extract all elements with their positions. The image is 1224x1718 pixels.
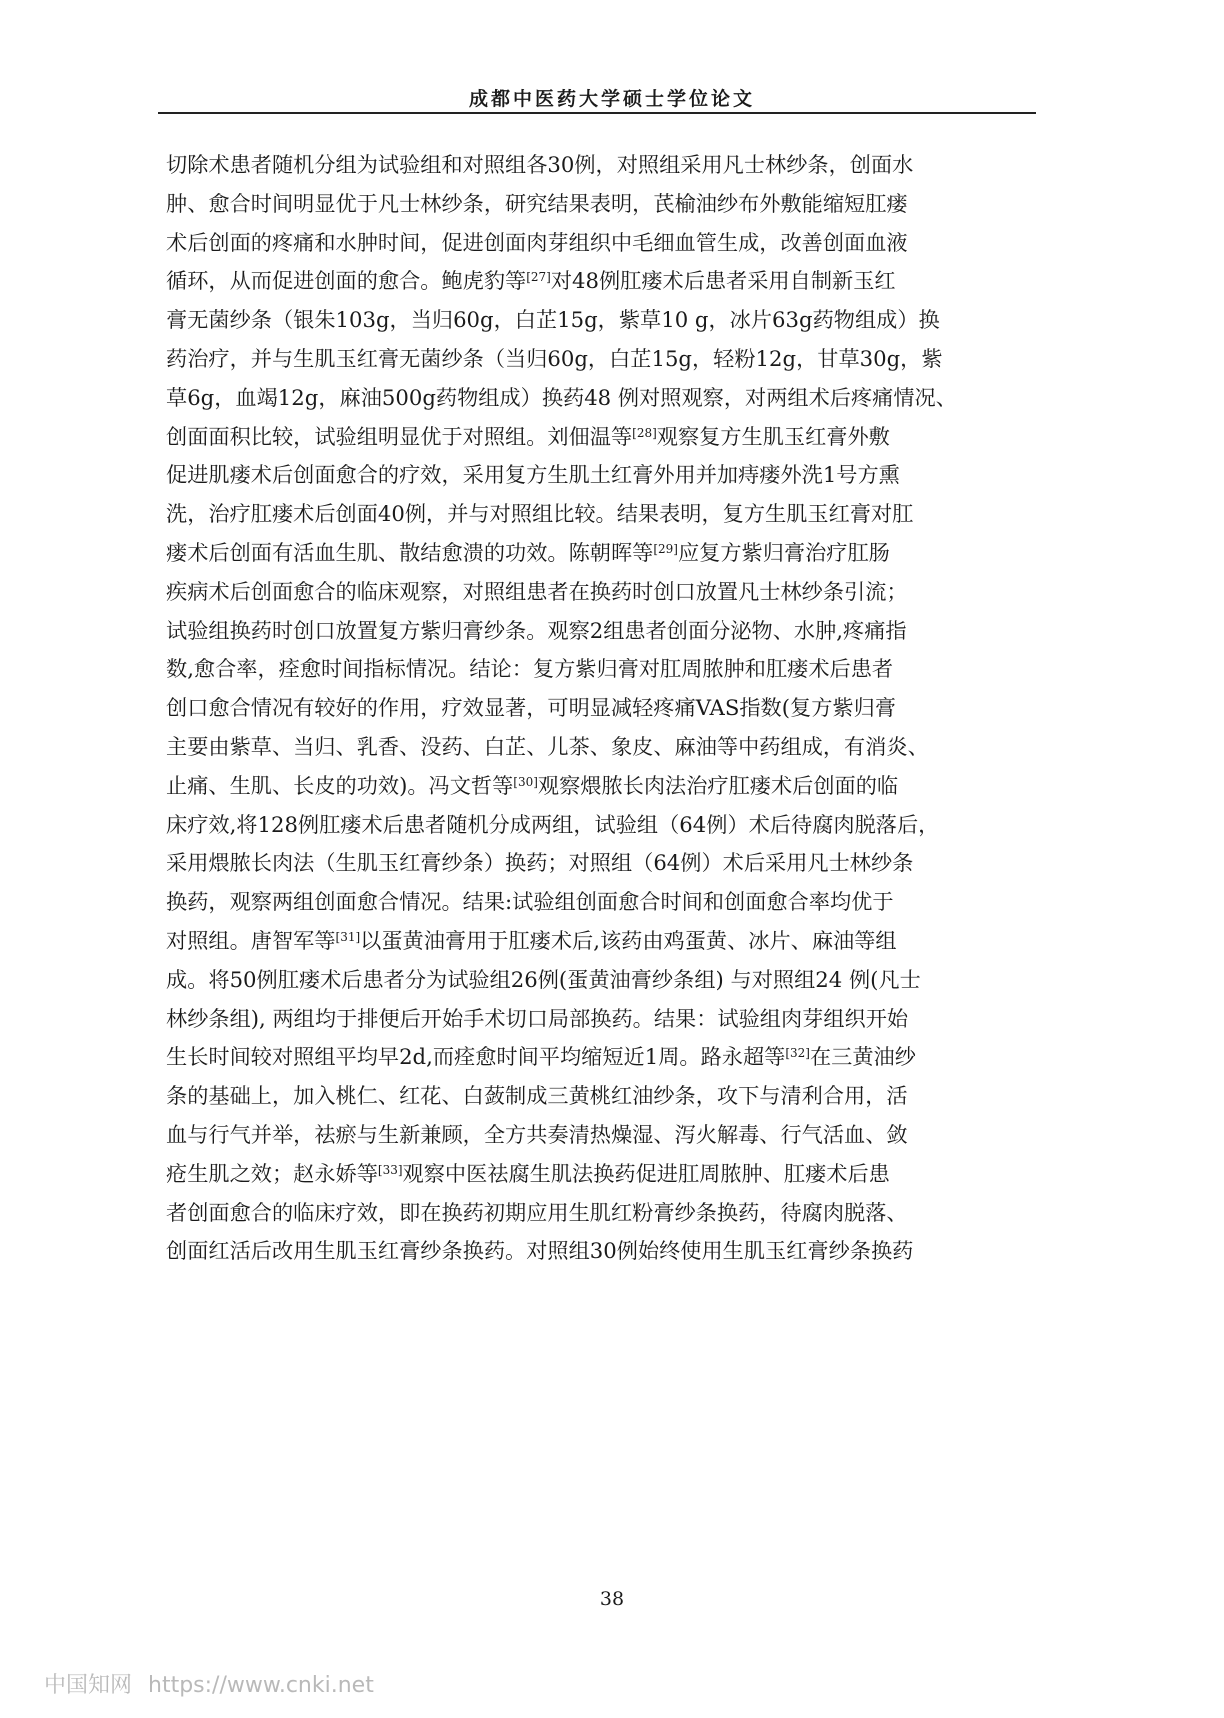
citation-marker: [31] <box>335 929 361 944</box>
text-line: 换药，观察两组创面愈合情况。结果:试验组创面愈合时间和创面愈合率均优于 <box>166 889 894 915</box>
text-line <box>166 922 1046 961</box>
page-number: 38 <box>599 1588 625 1610</box>
text-line: 药治疗，并与生肌玉红膏无菌纱条（当归60g，白芷15g，轻粉12g，甘草30g，紫 <box>166 345 943 371</box>
running-header: 成都中医药大学硕士学位论文 <box>468 88 755 110</box>
citation-marker: [33] <box>377 1162 403 1177</box>
citation-marker: [30] <box>513 774 538 789</box>
text-line <box>166 534 1046 573</box>
text-segment: 创面面积比较，试验组明显优于对照组。刘佃温等 <box>166 423 633 449</box>
text-segment: 瘘术后创面有活血生肌、散结愈溃的功效。陈朝晖等 <box>166 539 654 565</box>
text-segment: 循环，从而促进创面的愈合。鲍虎豹等 <box>166 268 527 294</box>
text-line: 采用煨脓长肉法（生肌玉红膏纱条）换药；对照组（64例）术后采用凡士林纱条 <box>166 850 914 876</box>
text-segment: 观察复方生肌玉红膏外敷 <box>656 423 890 449</box>
text-segment: 在三黄油纱 <box>809 1044 916 1070</box>
watermark-url: https://www.cnki.net <box>148 1673 374 1698</box>
text-line: 切除术患者随机分组为试验组和对照组各30例，对照组采用凡士林纱条，创面水 <box>166 152 914 177</box>
body-text <box>166 146 1046 1271</box>
text-segment: 止痛、生肌、长皮的功效)。冯文哲等 <box>166 772 514 798</box>
text-line: 创面红活后改用生肌玉红膏纱条换药。对照组30例始终使用生肌玉红膏纱条换药 <box>166 1238 914 1264</box>
header-rule <box>158 112 1036 114</box>
text-segment: 对照组。唐智军等 <box>166 927 336 953</box>
citation-marker: [32] <box>785 1046 810 1061</box>
text-segment: 观察中医祛腐生肌法换药促进肛周脓肿、肛瘘术后患 <box>402 1160 890 1186</box>
text-line <box>166 418 1046 457</box>
text-line: 草6g，血竭12g，麻油500g药物组成）换药48 例对照观察，对两组术后疼痛情况、 <box>166 384 957 410</box>
text-line: 创口愈合情况有较好的作用，疗效显著，可明显减轻疼痛VAS指数(复方紫归膏 <box>166 695 896 721</box>
text-line: 成。将50例肛瘘术后患者分为试验组26例(蛋黄油膏纱条组) 与对照组24 例(凡士 <box>166 966 921 992</box>
text-line <box>166 1038 1046 1077</box>
text-line: 膏无菌纱条（银朱103g，当归60g，白芷15g，紫草10 g，冰片63g药物组成）换 <box>166 307 940 333</box>
text-line <box>166 262 1046 301</box>
cnki-watermark <box>44 1668 374 1699</box>
text-segment: 观察煨脓长肉法治疗肛瘘术后创面的临 <box>537 772 899 798</box>
text-line: 者创面愈合的临床疗效，即在换药初期应用生肌红粉膏纱条换药，待腐肉脱落、 <box>166 1199 908 1225</box>
text-line: 主要由紫草、当归、乳香、没药、白芷、儿茶、象皮、麻油等中药组成，有消炎、 <box>166 733 929 759</box>
text-line: 肿、愈合时间明显优于凡士林纱条，研究结果表明，芪榆油纱布外敷能缩短肛瘘 <box>166 190 908 216</box>
citation-marker: [29] <box>653 541 678 556</box>
text-segment: 对48例肛瘘术后患者采用自制新玉红 <box>550 268 896 294</box>
text-line: 条的基础上，加入桃仁、红花、白蔹制成三黄桃红油纱条，攻下与清利合用，活 <box>166 1083 908 1109</box>
watermark-brand: 中国知网 <box>44 1673 133 1698</box>
text-segment: 疮生肌之效；赵永娇等 <box>166 1160 378 1186</box>
text-line <box>166 767 1046 806</box>
text-line: 林纱条组), 两组均于排便后开始手术切口局部换药。结果：试验组肉芽组织开始 <box>166 1005 909 1031</box>
text-line: 数,愈合率，痊愈时间指标情况。结论：复方紫归膏对肛周脓肿和肛瘘术后患者 <box>166 656 894 682</box>
text-line: 促进肌瘘术后创面愈合的疗效，采用复方生肌土红膏外用并加痔瘘外洗1号方熏 <box>166 462 900 488</box>
citation-marker: [27] <box>526 270 551 285</box>
citation-marker: [28] <box>632 425 657 440</box>
text-line <box>166 1155 1046 1194</box>
text-segment: 应复方紫归膏治疗肛肠 <box>677 539 890 565</box>
text-line: 洗，治疗肛瘘术后创面40例，并与对照组比较。结果表明，复方生肌玉红膏对肛 <box>166 501 914 527</box>
text-line: 血与行气并举，祛瘀与生新兼顾，全方共奏清热燥湿、泻火解毒、行气活血、敛 <box>166 1121 908 1147</box>
text-line: 术后创面的疼痛和水肿时间，促进创面肉芽组织中毛细血管生成，改善创面血液 <box>166 229 908 255</box>
text-line: 床疗效,将128例肛瘘术后患者随机分成两组，试验组（64例）术后待腐肉脱落后， <box>166 811 940 837</box>
text-line: 试验组换药时创口放置复方紫归膏纱条。观察2组患者创面分泌物、水肿,疼痛指 <box>166 617 907 643</box>
text-segment: 生长时间较对照组平均早2d,而痊愈时间平均缩短近1周。路永超等 <box>166 1044 786 1070</box>
text-segment: 以蛋黄油膏用于肛瘘术后,该药由鸡蛋黄、冰片、麻油等组 <box>360 927 897 953</box>
text-line: 疾病术后创面愈合的临床观察，对照组患者在换药时创口放置凡士林纱条引流； <box>166 578 908 604</box>
